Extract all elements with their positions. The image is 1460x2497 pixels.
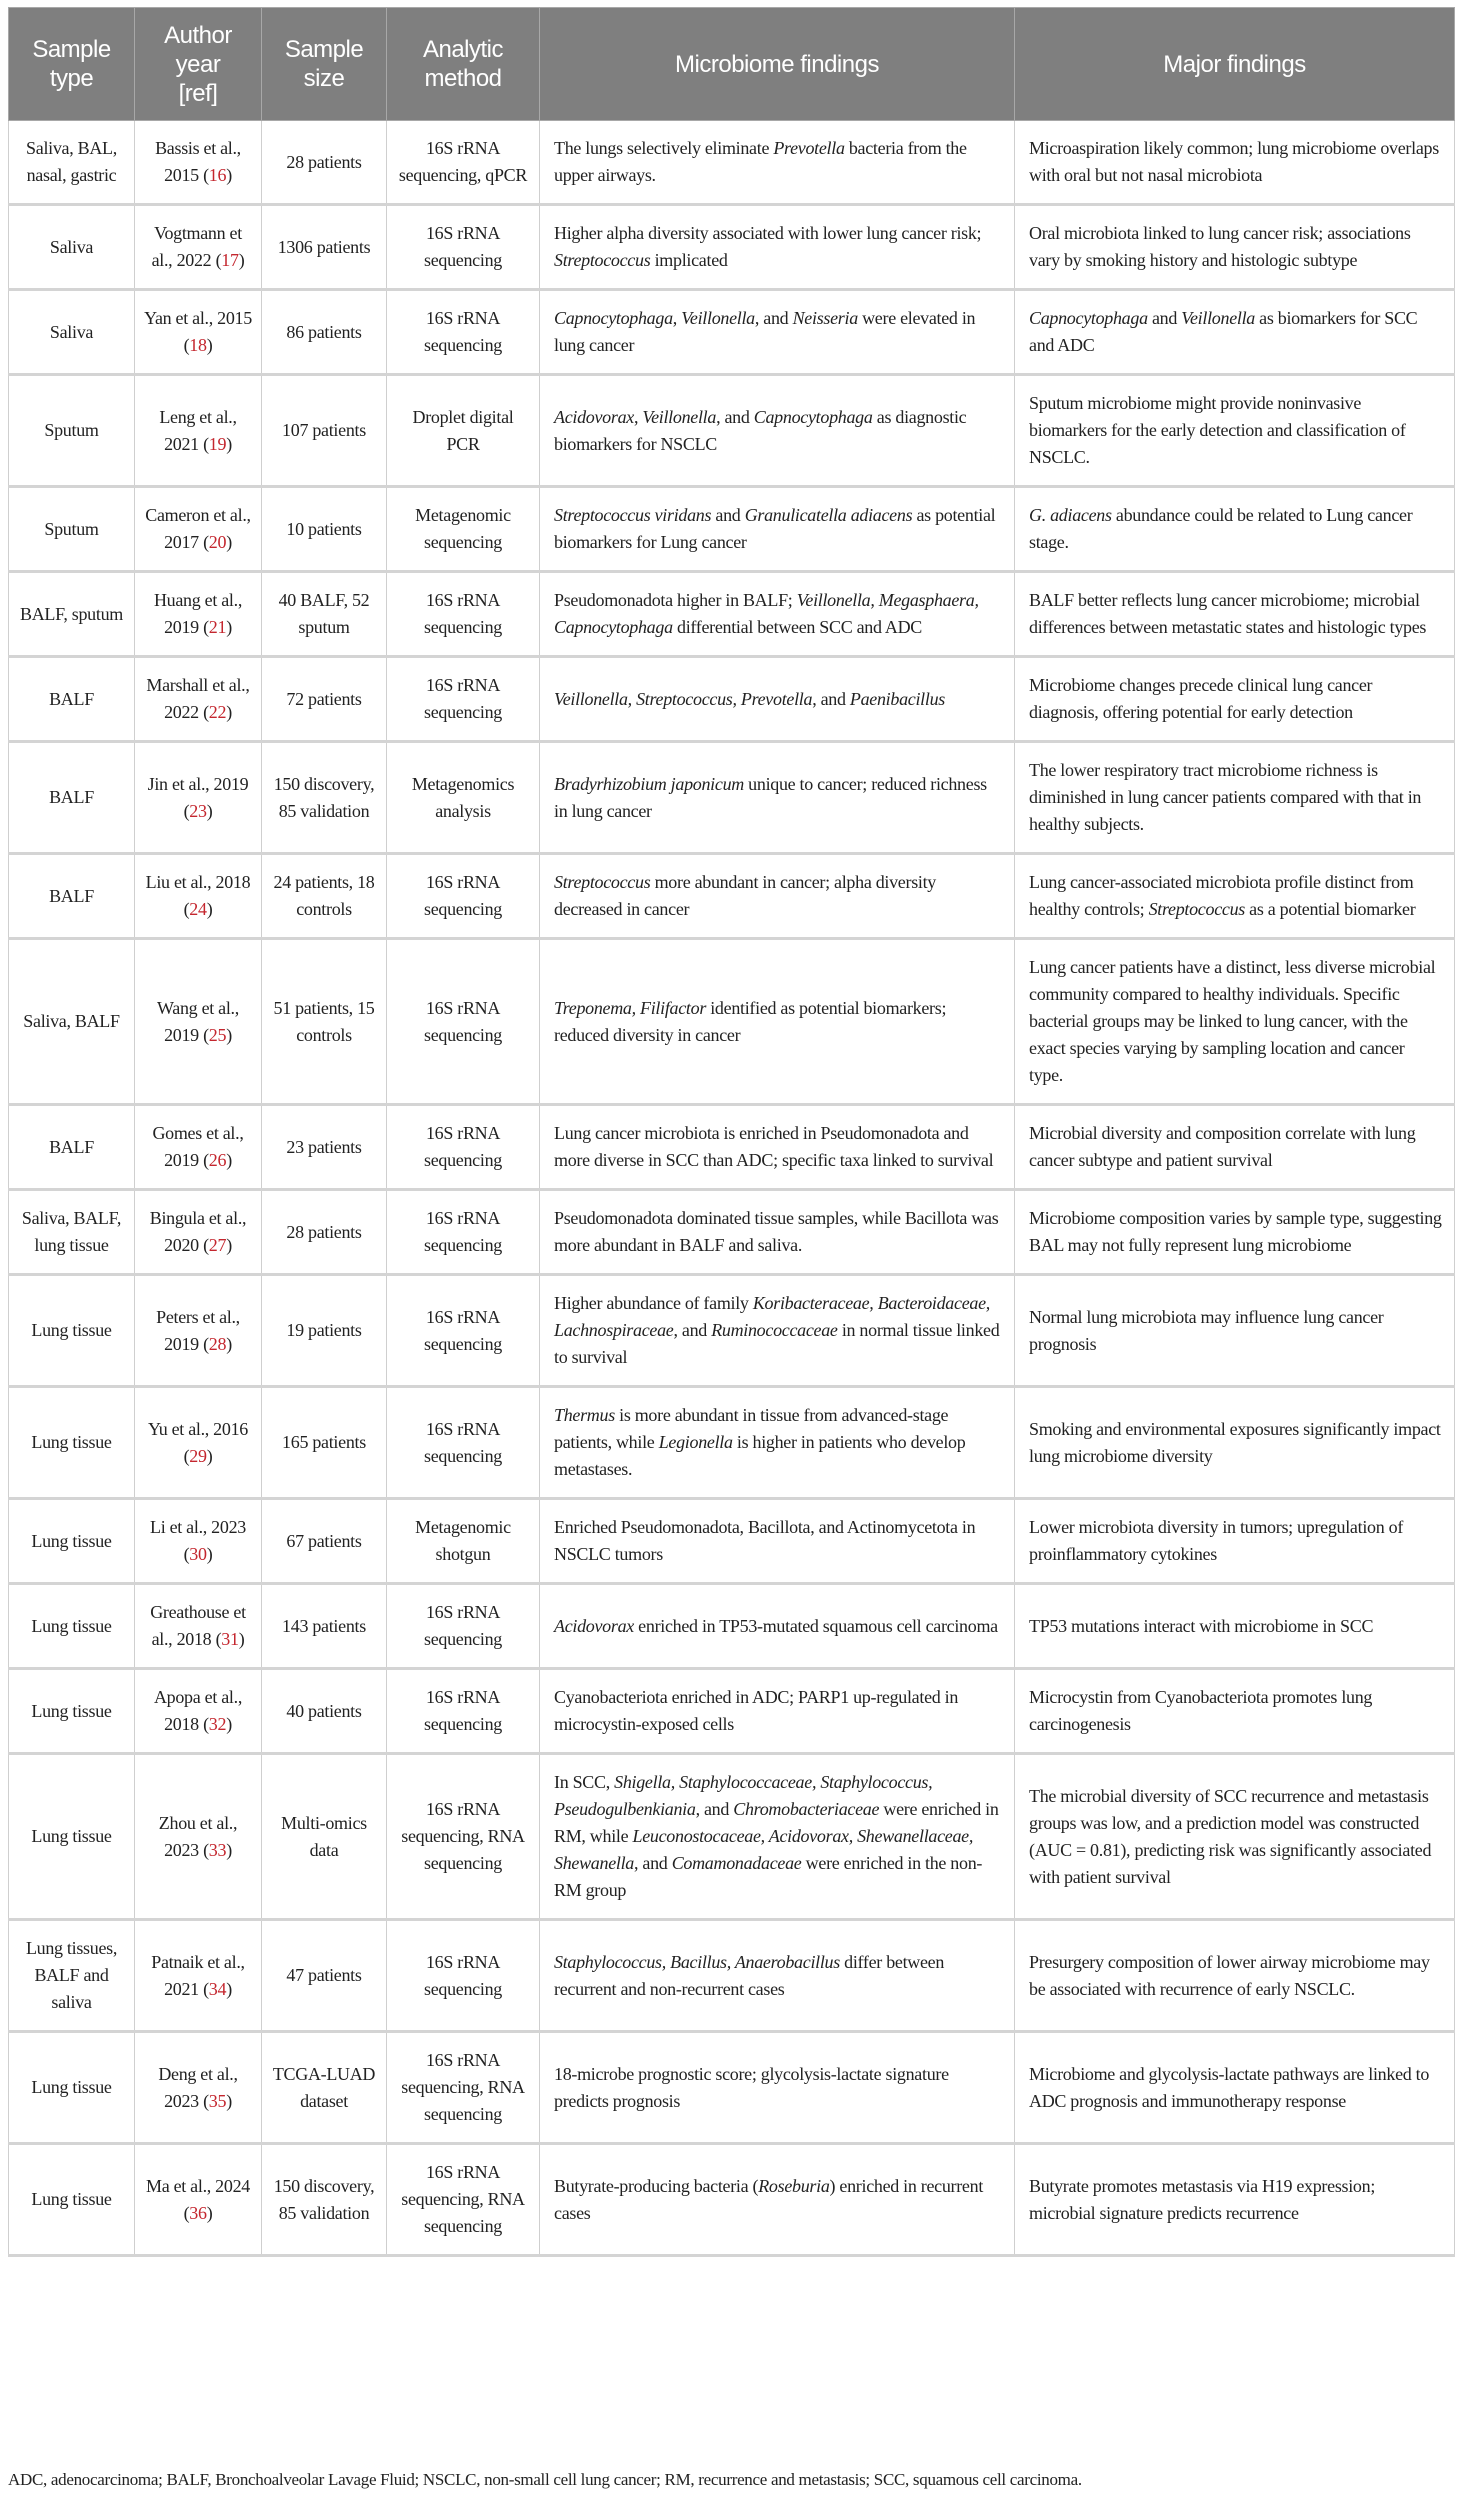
taxon-name: Koribacteraceae, Bacteroidaceae, Lachnospiraceae bbox=[554, 1293, 990, 1340]
taxon-name: Leuconostocaceae, Acidovorax, Shewanellaceae, Shewanella bbox=[554, 1826, 974, 1873]
finding-text: as potential biomarkers for Lung cancer bbox=[554, 505, 996, 552]
cell-microbiome-findings bbox=[540, 121, 1015, 205]
reference-link[interactable]: 26 bbox=[208, 1150, 227, 1170]
taxon-name: Comamonadaceae bbox=[671, 1853, 802, 1873]
cell-microbiome-findings bbox=[540, 1190, 1015, 1275]
cell-microbiome-findings bbox=[540, 1754, 1015, 1920]
finding-text: , and bbox=[716, 406, 754, 427]
finding-text: , bbox=[672, 308, 682, 328]
reference-link[interactable]: 17 bbox=[221, 250, 239, 270]
cell-author-year: Jin et al., 2019 (23) bbox=[135, 742, 262, 854]
cell-analytic-method: 16S rRNA sequencing bbox=[387, 1387, 540, 1499]
finding-text: BALF better reflects lung cancer microbiome; microbial differences between metastatic states and histologic types bbox=[1029, 590, 1427, 637]
finding-text: Sputum microbiome might provide noninvasive biomarkers for the early detection and classification of NSCLC. bbox=[1029, 393, 1406, 467]
finding-text: 18-microbe prognostic score; glycolysis-lactate signature predicts prognosis bbox=[554, 2063, 949, 2111]
finding-text: implicated bbox=[650, 250, 728, 270]
cell-sample-type: Lung tissue bbox=[9, 1387, 135, 1499]
finding-text: were enriched in the non-RM group bbox=[554, 1853, 983, 1900]
taxon-name: Staphylococcus, Bacillus, Anaerobacillus bbox=[554, 1951, 840, 1972]
cell-sample-type: Lung tissue bbox=[9, 1669, 135, 1754]
author-year-text: Yan et al., 2015 bbox=[144, 308, 252, 328]
finding-text: enriched in TP53-mutated squamous cell carcinoma bbox=[633, 1615, 998, 1636]
cell-author-year: Marshall et al., 2022 (22) bbox=[135, 657, 262, 742]
taxon-name: Shigella, Staphylococcaceae, Staphylococcus, Pseudogulbenkiania bbox=[554, 1772, 933, 1819]
cell-microbiome-findings bbox=[540, 1669, 1015, 1754]
header-sample-type: Sample type bbox=[9, 8, 135, 121]
finding-text: is higher in patients who develop metastases. bbox=[554, 1432, 966, 1479]
author-year-text: Gomes et al., 2019 bbox=[152, 1123, 244, 1170]
cell-analytic-method: 16S rRNA sequencing bbox=[387, 1584, 540, 1669]
taxon-name: Acidovorax bbox=[554, 406, 634, 427]
finding-text: Microbial diversity and composition correlate with lung cancer subtype and patient survival bbox=[1029, 1123, 1416, 1170]
table-row bbox=[9, 487, 1455, 572]
cell-sample-type: BALF, sputum bbox=[9, 572, 135, 657]
studies-table bbox=[8, 7, 1455, 2257]
finding-text: identified as potential biomarkers; reduced diversity in cancer bbox=[554, 997, 947, 1045]
cell-microbiome-findings bbox=[540, 290, 1015, 375]
taxon-name: Paenibacillus bbox=[849, 688, 945, 709]
taxon-name: Capnocytophaga bbox=[753, 406, 873, 427]
finding-text: as diagnostic biomarkers for NSCLC bbox=[554, 406, 967, 454]
cell-sample-size: 143 patients bbox=[262, 1584, 387, 1669]
reference-link[interactable]: 30 bbox=[189, 1544, 207, 1564]
taxon-name: Chromobacteriaceae bbox=[733, 1799, 880, 1819]
taxon-name: Thermus bbox=[554, 1405, 615, 1425]
cell-sample-type: Lung tissues, BALF and saliva bbox=[9, 1920, 135, 2032]
finding-text: were enriched in RM, while bbox=[554, 1799, 999, 1846]
cell-sample-size: 24 patients, 18 controls bbox=[262, 854, 387, 939]
cell-author-year: Bassis et al., 2015 (16) bbox=[135, 121, 262, 205]
cell-sample-size: 40 BALF, 52 sputum bbox=[262, 572, 387, 657]
cell-microbiome-findings bbox=[540, 205, 1015, 290]
reference-link[interactable]: 32 bbox=[208, 1714, 227, 1734]
table-row bbox=[9, 1754, 1455, 1920]
cell-sample-type: Lung tissue bbox=[9, 2144, 135, 2256]
author-year-text: Marshall et al., 2022 bbox=[146, 675, 250, 722]
author-year-text: Apopa et al., 2018 bbox=[153, 1687, 243, 1734]
cell-microbiome-findings bbox=[540, 1584, 1015, 1669]
cell-microbiome-findings bbox=[540, 2032, 1015, 2144]
cell-sample-size: 23 patients bbox=[262, 1105, 387, 1190]
finding-text: is more abundant in tissue from advanced-stage patients, while bbox=[554, 1405, 949, 1452]
table-row bbox=[9, 121, 1455, 205]
reference-link[interactable]: 16 bbox=[208, 165, 227, 185]
cell-microbiome-findings bbox=[540, 939, 1015, 1105]
cell-author-year: Huang et al., 2019 (21) bbox=[135, 572, 262, 657]
taxon-name: Veillonella, Megasphaera, Capnocytophaga bbox=[554, 590, 979, 637]
finding-text: Butyrate-producing bacteria ( bbox=[554, 2175, 759, 2196]
cell-sample-size: TCGA-LUAD dataset bbox=[262, 2032, 387, 2144]
finding-text: Microbiome and glycolysis-lactate pathways are linked to ADC prognosis and immunotherapy response bbox=[1029, 2063, 1430, 2111]
taxon-name: Veillonella bbox=[681, 308, 755, 328]
author-year-text: Li et al., 2023 bbox=[150, 1517, 246, 1537]
finding-text: Lower microbiota diversity in tumors; upregulation of proinflammatory cytokines bbox=[1029, 1517, 1404, 1564]
cell-author-year: Cameron et al., 2017 (20) bbox=[135, 487, 262, 572]
cell-major-findings bbox=[1015, 657, 1455, 742]
taxon-name: Capnocytophaga bbox=[554, 308, 673, 328]
author-year-text: Vogtmann et al., 2022 bbox=[151, 223, 242, 270]
cell-analytic-method: 16S rRNA sequencing bbox=[387, 1105, 540, 1190]
cell-microbiome-findings bbox=[540, 1105, 1015, 1190]
finding-text: Microcystin from Cyanobacteriota promotes lung carcinogenesis bbox=[1029, 1687, 1373, 1734]
reference-link[interactable]: 29 bbox=[189, 1445, 207, 1466]
reference-link[interactable]: 28 bbox=[208, 1333, 227, 1354]
cell-sample-type: Saliva, BALF, lung tissue bbox=[9, 1190, 135, 1275]
taxon-name: Acidovorax bbox=[554, 1615, 634, 1636]
finding-text: differential between SCC and ADC bbox=[672, 617, 923, 637]
cell-author-year: Leng et al., 2021 (19) bbox=[135, 375, 262, 487]
cell-sample-size: 67 patients bbox=[262, 1499, 387, 1584]
cell-major-findings bbox=[1015, 1387, 1455, 1499]
table-row bbox=[9, 1920, 1455, 2032]
cell-microbiome-findings bbox=[540, 1387, 1015, 1499]
cell-sample-size: 28 patients bbox=[262, 121, 387, 205]
cell-microbiome-findings bbox=[540, 2144, 1015, 2256]
finding-text: Pseudomonadota higher in BALF; bbox=[554, 590, 797, 610]
table-row bbox=[9, 939, 1455, 1105]
cell-sample-type: BALF bbox=[9, 742, 135, 854]
reference-link[interactable]: 25 bbox=[208, 1024, 227, 1045]
cell-author-year: Bingula et al., 2020 (27) bbox=[135, 1190, 262, 1275]
reference-link[interactable]: 31 bbox=[221, 1629, 239, 1649]
cell-major-findings bbox=[1015, 1920, 1455, 2032]
cell-author-year: Yan et al., 2015 (18) bbox=[135, 290, 262, 375]
reference-link[interactable]: 27 bbox=[208, 1235, 227, 1255]
cell-author-year: Li et al., 2023 (30) bbox=[135, 1499, 262, 1584]
header-row bbox=[9, 8, 1455, 121]
reference-link[interactable]: 22 bbox=[208, 702, 227, 722]
cell-analytic-method: Metagenomics analysis bbox=[387, 742, 540, 854]
cell-major-findings bbox=[1015, 1499, 1455, 1584]
cell-sample-type: BALF bbox=[9, 1105, 135, 1190]
table-row bbox=[9, 1190, 1455, 1275]
finding-text: Lung cancer-associated microbiota profile distinct from healthy controls; bbox=[1029, 872, 1414, 919]
cell-sample-size: 165 patients bbox=[262, 1387, 387, 1499]
cell-analytic-method: 16S rRNA sequencing bbox=[387, 939, 540, 1105]
cell-major-findings bbox=[1015, 1584, 1455, 1669]
table-body bbox=[9, 121, 1455, 2256]
taxon-name: Legionella bbox=[658, 1432, 733, 1452]
finding-text: TP53 mutations interact with microbiome in SCC bbox=[1029, 1615, 1374, 1636]
cell-microbiome-findings bbox=[540, 1499, 1015, 1584]
taxon-name: Veillonella bbox=[642, 406, 717, 427]
finding-text: Lung cancer patients have a distinct, less diverse microbial community compared to healthy individuals. Specific bacterial groups may be linked to lung cancer, with the exact species varying by sampling location and cancer type. bbox=[1029, 957, 1436, 1085]
taxon-name: G. adiacens bbox=[1029, 505, 1112, 525]
table-row bbox=[9, 2144, 1455, 2256]
cell-major-findings bbox=[1015, 742, 1455, 854]
cell-analytic-method: 16S rRNA sequencing bbox=[387, 1669, 540, 1754]
cell-major-findings bbox=[1015, 854, 1455, 939]
finding-text: Normal lung microbiota may influence lung cancer prognosis bbox=[1029, 1306, 1384, 1354]
finding-text: , and bbox=[812, 688, 850, 709]
header-major-findings: Major findings bbox=[1015, 8, 1455, 121]
cell-major-findings bbox=[1015, 1669, 1455, 1754]
cell-major-findings bbox=[1015, 375, 1455, 487]
table-row bbox=[9, 1387, 1455, 1499]
cell-sample-type: BALF bbox=[9, 657, 135, 742]
finding-text: Microbiome composition varies by sample type, suggesting BAL may not fully represent lung microbiome bbox=[1029, 1208, 1442, 1255]
cell-sample-size: 19 patients bbox=[262, 1275, 387, 1387]
taxon-name: Veillonella, Streptococcus, Prevotella bbox=[554, 688, 813, 709]
table-row bbox=[9, 1275, 1455, 1387]
reference-link[interactable]: 35 bbox=[208, 2090, 227, 2111]
finding-text: In SCC, bbox=[554, 1772, 615, 1792]
taxon-name: Capnocytophaga bbox=[1029, 308, 1148, 328]
table-row bbox=[9, 1669, 1455, 1754]
taxon-name: Streptococcus bbox=[554, 250, 651, 270]
table-row bbox=[9, 2032, 1455, 2144]
cell-sample-type: Saliva bbox=[9, 290, 135, 375]
finding-text: The lower respiratory tract microbiome richness is diminished in lung cancer patients compared with that in healthy subjects. bbox=[1029, 760, 1422, 834]
cell-analytic-method: 16S rRNA sequencing bbox=[387, 572, 540, 657]
finding-text: Higher abundance of family bbox=[554, 1293, 753, 1313]
finding-text: Higher alpha diversity associated with lower lung cancer risk; bbox=[554, 223, 982, 243]
cell-sample-type: Lung tissue bbox=[9, 1754, 135, 1920]
cell-sample-type: BALF bbox=[9, 854, 135, 939]
reference-link[interactable]: 21 bbox=[208, 617, 227, 637]
cell-analytic-method: 16S rRNA sequencing bbox=[387, 205, 540, 290]
cell-major-findings bbox=[1015, 1754, 1455, 1920]
cell-sample-size: 51 patients, 15 controls bbox=[262, 939, 387, 1105]
cell-major-findings bbox=[1015, 205, 1455, 290]
reference-link[interactable]: 23 bbox=[189, 800, 207, 821]
cell-sample-type: Saliva, BALF bbox=[9, 939, 135, 1105]
cell-major-findings bbox=[1015, 1105, 1455, 1190]
cell-author-year: Gomes et al., 2019 (26) bbox=[135, 1105, 262, 1190]
finding-text: and bbox=[1147, 308, 1182, 328]
cell-analytic-method: 16S rRNA sequencing bbox=[387, 1190, 540, 1275]
header-analytic-method: Analytic method bbox=[387, 8, 540, 121]
cell-sample-size: 107 patients bbox=[262, 375, 387, 487]
author-year-text: Bingula et al., 2020 bbox=[149, 1208, 247, 1255]
cell-microbiome-findings bbox=[540, 657, 1015, 742]
taxon-name: Prevotella bbox=[773, 138, 845, 158]
finding-text: Enriched Pseudomonadota, Bacillota, and Actinomycetota in NSCLC tumors bbox=[554, 1517, 976, 1564]
cell-author-year: Zhou et al., 2023 (33) bbox=[135, 1754, 262, 1920]
cell-analytic-method: 16S rRNA sequencing, RNA sequencing bbox=[387, 2144, 540, 2256]
cell-microbiome-findings bbox=[540, 572, 1015, 657]
cell-microbiome-findings bbox=[540, 1920, 1015, 2032]
author-year-text: Huang et al., 2019 bbox=[153, 590, 243, 637]
finding-text: bacteria from the upper airways. bbox=[554, 138, 967, 185]
cell-sample-size: 150 discovery, 85 validation bbox=[262, 2144, 387, 2256]
finding-text: Presurgery composition of lower airway microbiome may be associated with recurrence of early NSCLC. bbox=[1029, 1951, 1430, 1999]
reference-link[interactable]: 19 bbox=[208, 433, 227, 454]
finding-text: more abundant in cancer; alpha diversity decreased in cancer bbox=[554, 872, 936, 919]
cell-sample-type: Lung tissue bbox=[9, 1584, 135, 1669]
cell-author-year: Peters et al., 2019 (28) bbox=[135, 1275, 262, 1387]
header-author-year: Author year [ref] bbox=[135, 8, 262, 121]
cell-microbiome-findings bbox=[540, 375, 1015, 487]
reference-link[interactable]: 24 bbox=[189, 899, 207, 919]
cell-author-year: Wang et al., 2019 (25) bbox=[135, 939, 262, 1105]
cell-author-year: Greathouse et al., 2018 (31) bbox=[135, 1584, 262, 1669]
cell-sample-type: Saliva, BAL, nasal, gastric bbox=[9, 121, 135, 205]
cell-author-year: Liu et al., 2018 (24) bbox=[135, 854, 262, 939]
author-year-text: Deng et al., 2023 bbox=[158, 2063, 238, 2111]
cell-analytic-method: 16S rRNA sequencing bbox=[387, 1275, 540, 1387]
header-sample-size: Sample size bbox=[262, 8, 387, 121]
finding-text: , and bbox=[754, 308, 793, 328]
cell-sample-size: 72 patients bbox=[262, 657, 387, 742]
finding-text: Microbiome changes precede clinical lung cancer diagnosis, offering potential for early detection bbox=[1029, 675, 1373, 722]
cell-analytic-method: 16S rRNA sequencing, RNA sequencing bbox=[387, 1754, 540, 1920]
table-row bbox=[9, 854, 1455, 939]
cell-major-findings bbox=[1015, 1190, 1455, 1275]
cell-author-year: Yu et al., 2016 (29) bbox=[135, 1387, 262, 1499]
cell-sample-size: 40 patients bbox=[262, 1669, 387, 1754]
cell-analytic-method: 16S rRNA sequencing, qPCR bbox=[387, 121, 540, 205]
finding-text: abundance could be related to Lung cancer stage. bbox=[1029, 505, 1413, 552]
reference-link[interactable]: 18 bbox=[189, 335, 207, 355]
cell-sample-type: Lung tissue bbox=[9, 1275, 135, 1387]
author-year-text: Liu et al., 2018 bbox=[145, 872, 251, 892]
taxon-name: Streptococcus bbox=[554, 872, 651, 892]
cell-sample-type: Sputum bbox=[9, 375, 135, 487]
cell-analytic-method: Metagenomic sequencing bbox=[387, 487, 540, 572]
author-year-text: Yu et al., 2016 bbox=[148, 1418, 248, 1439]
finding-text: as a potential biomarker bbox=[1244, 899, 1416, 919]
cell-author-year: Apopa et al., 2018 (32) bbox=[135, 1669, 262, 1754]
taxon-name: Streptococcus bbox=[1148, 899, 1245, 919]
cell-analytic-method: 16S rRNA sequencing bbox=[387, 290, 540, 375]
cell-analytic-method: Metagenomic shotgun bbox=[387, 1499, 540, 1584]
cell-sample-size: 10 patients bbox=[262, 487, 387, 572]
cell-major-findings bbox=[1015, 1275, 1455, 1387]
finding-text: , bbox=[633, 406, 643, 427]
table-footnote: ADC, adenocarcinoma; BALF, Bronchoalveolar Lavage Fluid; NSCLC, non-small cell lung cancer; RM, recurrence and metastasis; SCC, squamous cell carcinoma. bbox=[8, 2470, 1082, 2489]
cell-major-findings bbox=[1015, 2144, 1455, 2256]
finding-text: The microbial diversity of SCC recurrence and metastasis groups was low, and a prediction model was constructed (AUC = 0.81), predicting risk was significantly associated with patient survival bbox=[1029, 1785, 1432, 1887]
cell-microbiome-findings bbox=[540, 487, 1015, 572]
taxon-name: Roseburia bbox=[758, 2175, 830, 2196]
author-year-text: Greathouse et al., 2018 bbox=[150, 1602, 246, 1649]
cell-author-year: Patnaik et al., 2021 (34) bbox=[135, 1920, 262, 2032]
cell-sample-type: Saliva bbox=[9, 205, 135, 290]
finding-text: Butyrate promotes metastasis via H19 expression; microbial signature predicts recurrence bbox=[1029, 2175, 1376, 2223]
cell-sample-size: Multi-omics data bbox=[262, 1754, 387, 1920]
cell-author-year: Deng et al., 2023 (35) bbox=[135, 2032, 262, 2144]
finding-text: were elevated in lung cancer bbox=[554, 308, 976, 355]
cell-microbiome-findings bbox=[540, 1275, 1015, 1387]
cell-sample-type: Lung tissue bbox=[9, 1499, 135, 1584]
taxon-name: Streptococcus viridans bbox=[554, 505, 712, 525]
cell-analytic-method: 16S rRNA sequencing bbox=[387, 1920, 540, 2032]
author-year-text: Cameron et al., 2017 bbox=[145, 505, 251, 552]
cell-major-findings bbox=[1015, 572, 1455, 657]
cell-sample-type: Sputum bbox=[9, 487, 135, 572]
author-year-text: Peters et al., 2019 bbox=[156, 1306, 240, 1354]
cell-major-findings bbox=[1015, 939, 1455, 1105]
taxon-name: Veillonella bbox=[1181, 308, 1255, 328]
author-year-text: Zhou et al., 2023 bbox=[158, 1812, 238, 1860]
finding-text: Cyanobacteriota enriched in ADC; PARP1 up-regulated in microcystin-exposed cells bbox=[554, 1687, 959, 1734]
cell-analytic-method: 16S rRNA sequencing bbox=[387, 854, 540, 939]
finding-text: , and bbox=[634, 1853, 672, 1873]
cell-analytic-method: 16S rRNA sequencing bbox=[387, 657, 540, 742]
cell-major-findings bbox=[1015, 2032, 1455, 2144]
finding-text: unique to cancer; reduced richness in lung cancer bbox=[554, 773, 987, 821]
finding-text: Lung cancer microbiota is enriched in Pseudomonadota and more diverse in SCC than ADC; specific taxa linked to survival bbox=[554, 1123, 994, 1170]
taxon-name: Granulicatella adiacens bbox=[744, 505, 913, 525]
cell-major-findings bbox=[1015, 121, 1455, 205]
taxon-name: Ruminococcaceae bbox=[711, 1320, 838, 1340]
table-row bbox=[9, 742, 1455, 854]
taxon-name: Treponema, Filifactor bbox=[554, 997, 707, 1018]
finding-text: The lungs selectively eliminate bbox=[554, 138, 774, 158]
cell-sample-type: Lung tissue bbox=[9, 2032, 135, 2144]
cell-sample-size: 86 patients bbox=[262, 290, 387, 375]
finding-text: Microaspiration likely common; lung microbiome overlaps with oral but not nasal microbiota bbox=[1029, 138, 1439, 185]
finding-text: and bbox=[711, 505, 745, 525]
cell-sample-size: 28 patients bbox=[262, 1190, 387, 1275]
cell-author-year: Vogtmann et al., 2022 (17) bbox=[135, 205, 262, 290]
finding-text: differ between recurrent and non-recurrent cases bbox=[554, 1951, 945, 1999]
author-year-text: Wang et al., 2019 bbox=[157, 997, 239, 1045]
finding-text: Oral microbiota linked to lung cancer risk; associations vary by smoking history and histologic subtype bbox=[1029, 223, 1411, 270]
author-year-text: Ma et al., 2024 bbox=[146, 2175, 250, 2196]
finding-text: Pseudomonadota dominated tissue samples, while Bacillota was more abundant in BALF and saliva. bbox=[554, 1208, 999, 1255]
table-row bbox=[9, 290, 1455, 375]
cell-sample-size: 150 discovery, 85 validation bbox=[262, 742, 387, 854]
cell-analytic-method: 16S rRNA sequencing, RNA sequencing bbox=[387, 2032, 540, 2144]
author-year-text: Leng et al., 2021 bbox=[159, 406, 237, 454]
taxon-name: Neisseria bbox=[792, 308, 858, 328]
reference-link[interactable]: 34 bbox=[208, 1978, 227, 1999]
finding-text: Smoking and environmental exposures significantly impact lung microbiome diversity bbox=[1029, 1418, 1441, 1466]
header-microbiome-findings: Microbiome findings bbox=[540, 8, 1015, 121]
table-row bbox=[9, 657, 1455, 742]
cell-author-year: Ma et al., 2024 (36) bbox=[135, 2144, 262, 2256]
table-row bbox=[9, 205, 1455, 290]
cell-sample-size: 1306 patients bbox=[262, 205, 387, 290]
table-row bbox=[9, 375, 1455, 487]
author-year-text: Bassis et al., 2015 bbox=[155, 138, 241, 185]
finding-text: as biomarkers for SCC and ADC bbox=[1029, 308, 1418, 355]
table-row bbox=[9, 1105, 1455, 1190]
reference-link[interactable]: 33 bbox=[208, 1839, 227, 1860]
finding-text: ) enriched in recurrent cases bbox=[554, 2175, 984, 2223]
cell-microbiome-findings bbox=[540, 742, 1015, 854]
cell-sample-size: 47 patients bbox=[262, 1920, 387, 2032]
finding-text: , and bbox=[673, 1320, 712, 1340]
table-row bbox=[9, 1584, 1455, 1669]
reference-link[interactable]: 20 bbox=[208, 532, 227, 552]
taxon-name: Bradyrhizobium japonicum bbox=[554, 773, 744, 794]
table-row bbox=[9, 572, 1455, 657]
cell-analytic-method: Droplet digital PCR bbox=[387, 375, 540, 487]
reference-link[interactable]: 36 bbox=[189, 2202, 207, 2223]
finding-text: in normal tissue linked to survival bbox=[554, 1320, 1000, 1367]
table-row bbox=[9, 1499, 1455, 1584]
finding-text: , and bbox=[695, 1799, 734, 1819]
cell-major-findings bbox=[1015, 290, 1455, 375]
author-year-text: Jin et al., 2019 bbox=[147, 773, 249, 794]
cell-major-findings bbox=[1015, 487, 1455, 572]
cell-microbiome-findings bbox=[540, 854, 1015, 939]
author-year-text: Patnaik et al., 2021 bbox=[151, 1951, 245, 1999]
